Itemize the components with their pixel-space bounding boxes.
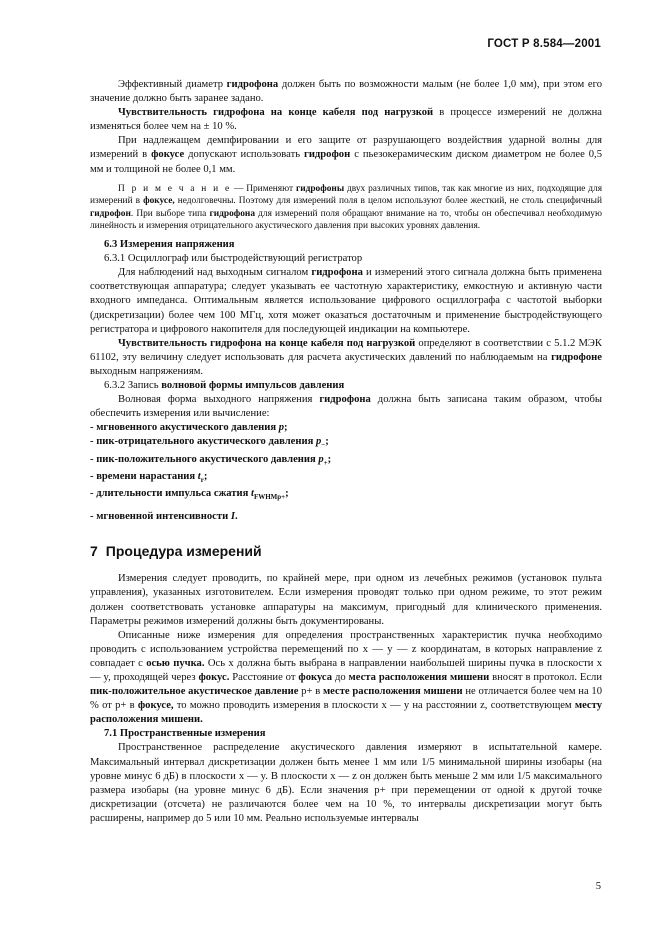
paragraph-spatial-setup: Описанные ниже измерения для определения пространственных характеристик пучка необходимо проводить с использованием устройства перемещений по x — y — z координатам, в которых направление z совпадает с осью пучка. Ось x должна быть выбрана в направлении наибольшей ширины пучка в плоскости x — y, проходящей через фокус. Расстояние от фокуса до места расположения мишени вносят в протокол. Если пик-положительное акустическое давление p+ в месте расположения мишени не отличается более чем на 10 % от p+ в фокусе, то можно проводить измерения в плоскости x — y на расстоянии z, соответствующем месту расположения мишени. (90, 629, 603, 726)
section-7-1-heading: 7.1 Пространственные измерения (104, 728, 266, 740)
paragraph-sensitivity: Чувствительность гидрофона на конце кабеля под нагрузкой в процессе измерений не должна изменяться более чем на ± 10 %. (90, 107, 602, 133)
document-body (90, 78, 602, 826)
list-item: - мгновенной интенсивности I. (90, 511, 238, 523)
section-6-3-heading: 6.3 Измерения напряжения (104, 239, 235, 251)
list-item: - пик-отрицательного акустического давления $p_-$; (90, 436, 329, 450)
list-item: - длительности импульса сжатия $t_{FWHMp+}$; (90, 487, 289, 502)
paragraph-procedure: Измерения следует проводить, по крайней мере, при одном из лечебных режимов (установок пульта управления), указанных изготовителем. Если измерения проводят только при одном режиме, то этот режим должен соответствовать установке аппаратуры на максимум, пригодный для клинического применения. Параметры режимов измерений должны быть документированы. (90, 573, 602, 627)
list-item: - времени нарастания $t_r$; (90, 470, 208, 484)
paragraph-damping: При надлежащем демпфировании и его защите от разрушающего воздействия ударной волны для измерений в фокусе допускают использовать гидрофон с пьезокерамическим диском диаметром не более 0,5 мм и толщиной не более 0,1 мм. (90, 135, 602, 175)
paragraph-spatial-measurements: Пространственное распределение акустического давления измеряют в испытательной камере. Максимальный интервал дискретизации должен быть менее 1 мм или 1/5 минимальной ширины изобары (на уровне минус 6 дБ) в плоскости x — y. В плоскости x — z он должен быть меньше 2 мм или 1/5 максимального размера изобары (на уровне минус 6 дБ). Если значения p+ при перемещении от одной к другой точке дискретизации (отсчета) не различаются более чем на 10 %, то интервалы дискретизации могут быть расширены, например до 5 или 10 мм. Реально используемые интервалы (90, 742, 602, 824)
paragraph-sensitivity-calc: Чувствительность гидрофона на конце кабеля под нагрузкой определяют в соответствии с 5.1.2 МЭК 61102, эту величину следует использовать для расчета акустических давлений по наблюдаемым на гидрофоне выходным напряжениям. (90, 337, 602, 377)
document-header: ГОСТ Р 8.584—2001 (487, 38, 601, 50)
paragraph-waveform: Волновая форма выходного напряжения гидрофона должна быть записана таким образом, чтобы обеспечить измерения или вычисление: (90, 394, 602, 420)
list-item: - пик-положительного акустического давления $p_+$; (90, 453, 332, 467)
note-paragraph: П р и м е ч а н и е — Применяют гидрофоны двух различных типов, так как многие из них, подходящие для измерений в фокусе, недолговечны. Поэтому для измерений поля в целом используют более жесткий, не столь специфичный гидрофон. При выборе типа гидрофона для измерений поля обращают внимание на то, чтобы он обеспечивал необходимую линейность и измерения отрицательного акустического давления при высоких уровнях давления. (90, 183, 603, 232)
measurement-list (90, 421, 602, 524)
section-6-3-2-heading: 6.3.2 Запись волновой формы импульсов давления (104, 379, 345, 391)
paragraph-diameter: Эффективный диаметр гидрофона должен быть по возможности малым (не более 1,0 мм), при этом его значение должно быть заранее задано. (90, 79, 602, 105)
paragraph-oscilloscope: Для наблюдений над выходным сигналом гидрофона и измерений этого сигнала должна быть применена соответствующая аппаратура; следует указывать ее частотную характеристику, емкостную и активную части входного импеданса. Оптимальным является использование цифрового осциллографа с частотой выборки (дискретизации) более чем 100 МГц, хотя может оказаться достаточным и применение быстродействующего регистратора и цифрового накопителя для последующей индикации на компьютере. (90, 267, 602, 335)
section-7-heading: 7 Процедура измерений (90, 543, 262, 560)
section-6-3-1-heading: 6.3.1 Осциллограф или быстродействующий регистратор (104, 253, 363, 265)
page-number: 5 (595, 881, 601, 892)
list-item: - мгновенного акустического давления p; (90, 422, 288, 434)
